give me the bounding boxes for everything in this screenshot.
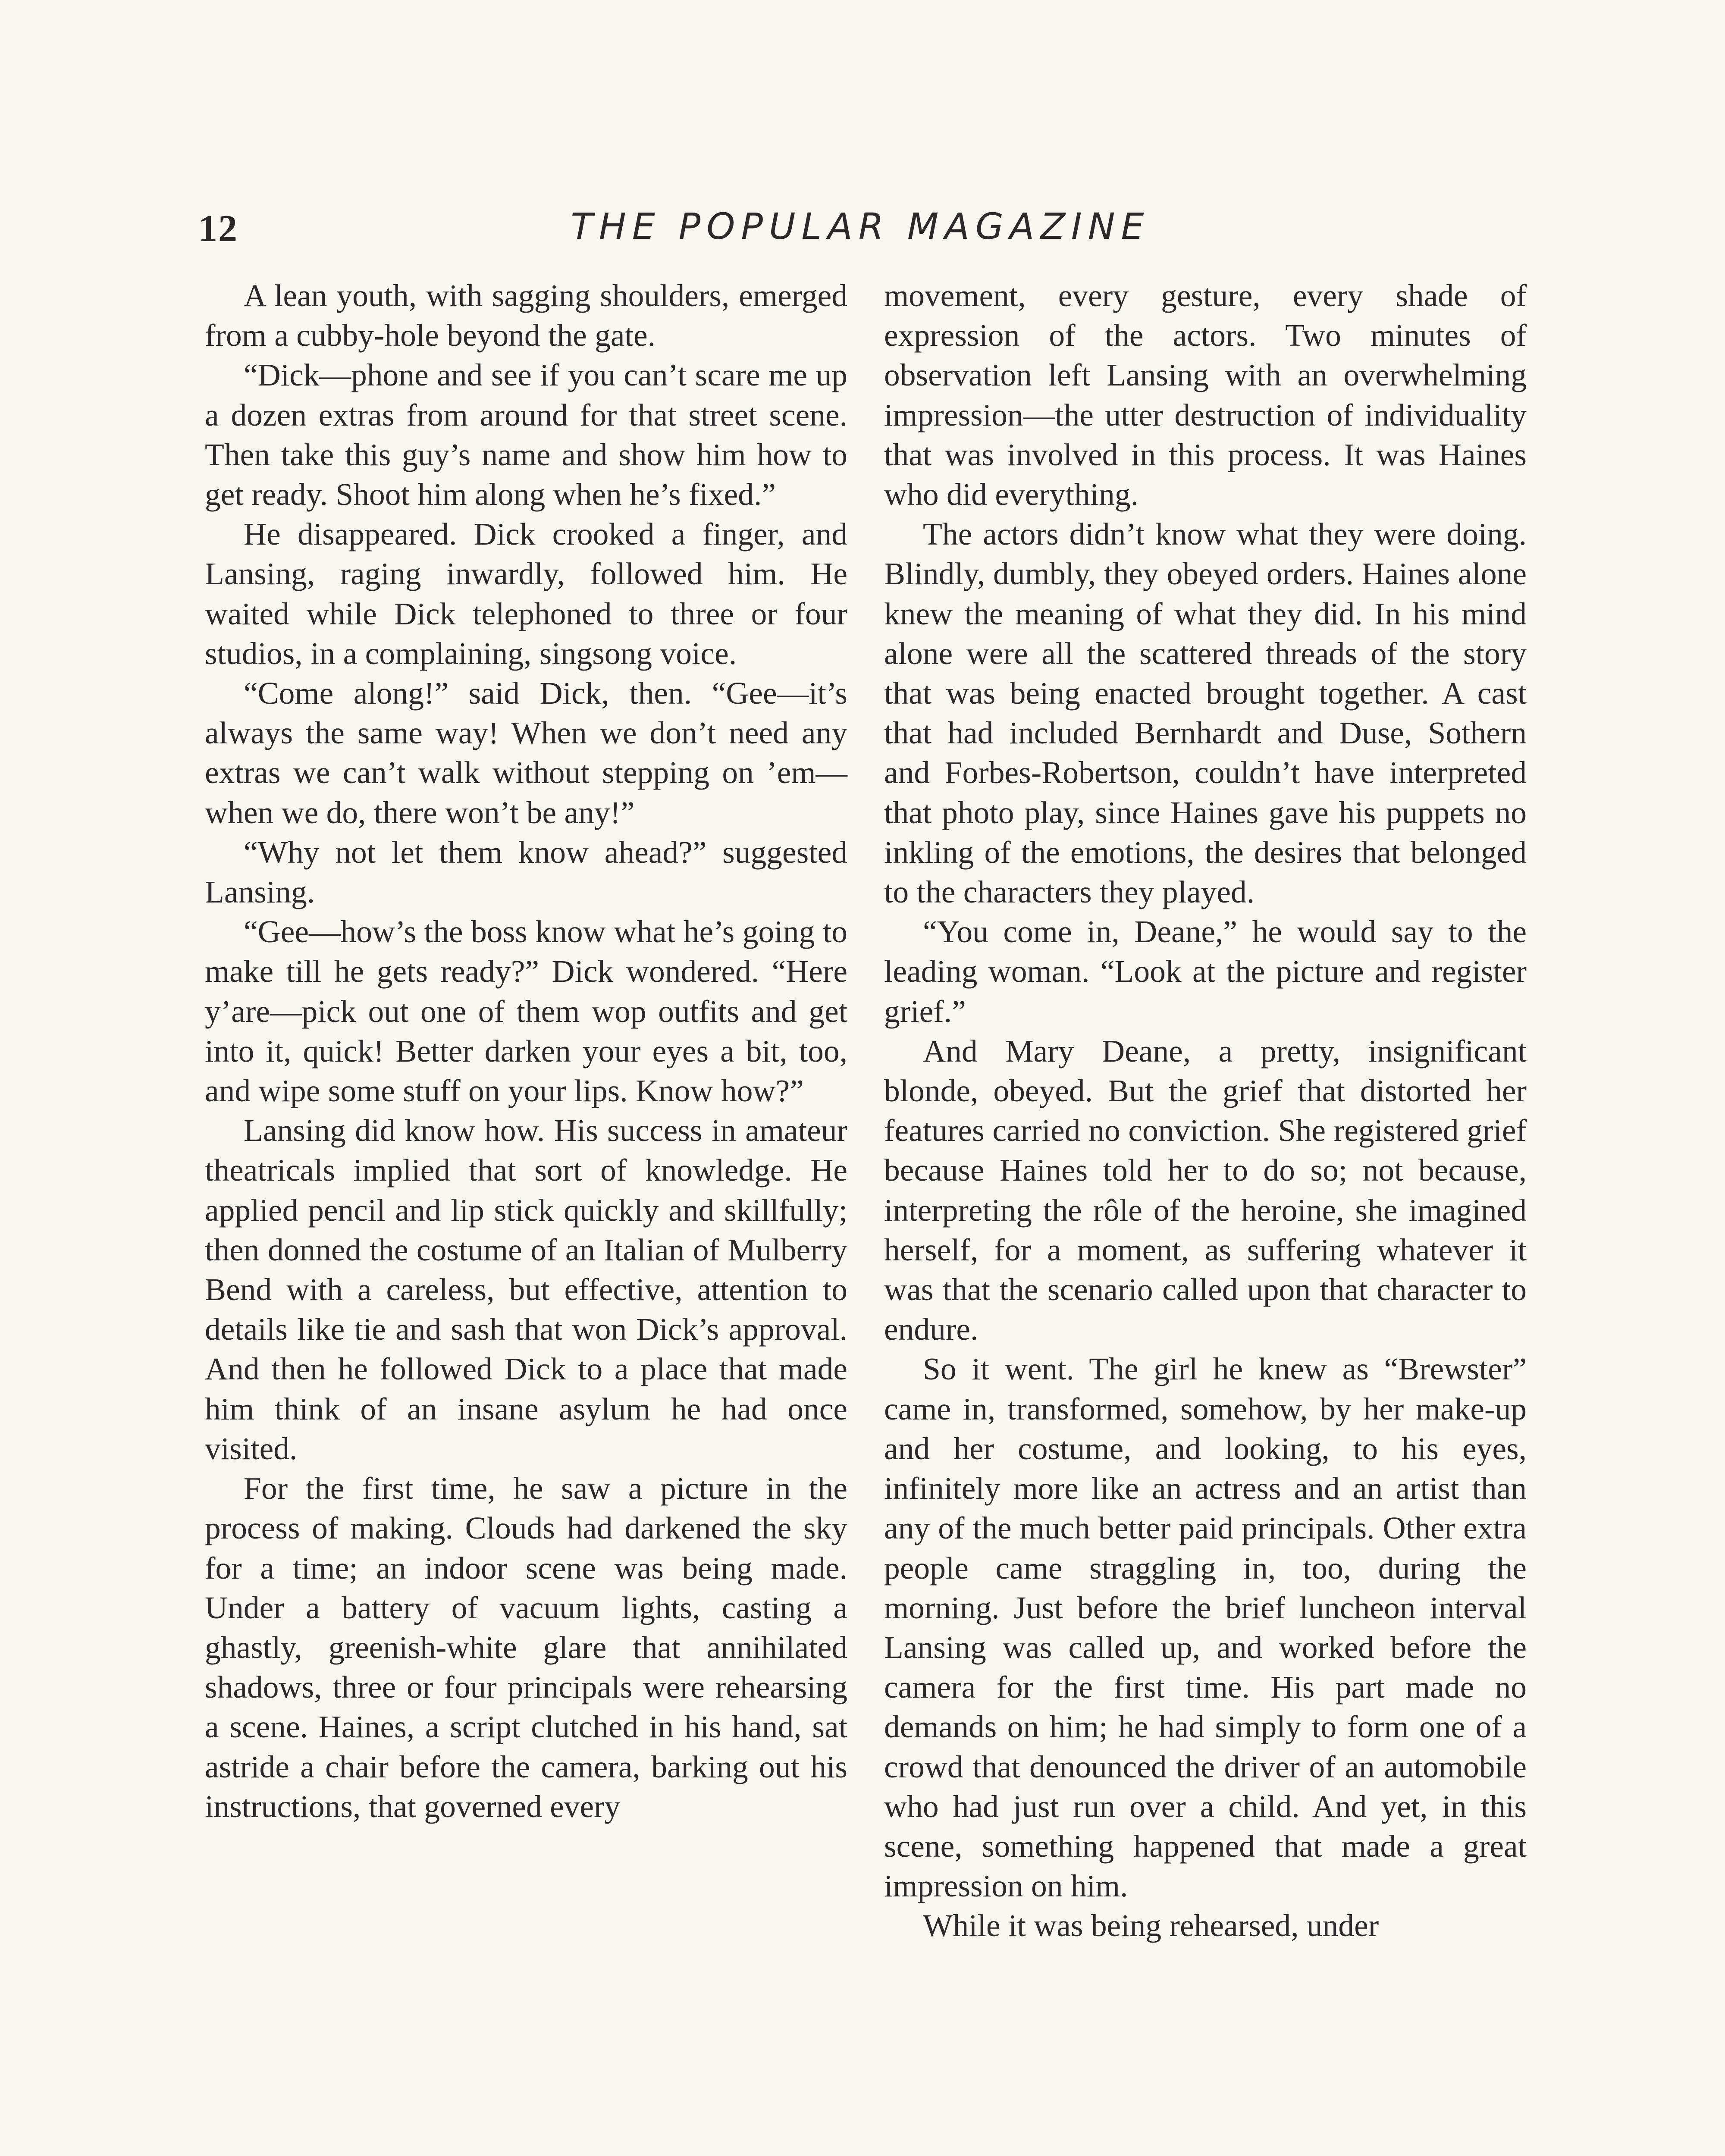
paragraph: While it was being rehearsed, under xyxy=(923,1908,1379,1943)
paragraph: “Dick—phone and see if you can’t scare me up a dozen extras from around for that street scene. Then take this guy’s name and show him how to get ready. Shoot him along when he’s fixed.” xyxy=(205,357,847,512)
paragraph: And Mary Deane, a pretty, insignificant blonde, obeyed. But the grief that distorted her features carried no conviction. She registered grief because Haines told her to do so; not because, interpreting the rôle of the heroine, she imagined herself, for a moment, as suffering whatever it was that the scenario called upon that character to endure. xyxy=(884,1033,1527,1347)
paragraph: The actors didn’t know what they were doing. Blindly, dumbly, they obeyed orders. Haines alone knew the meaning of what they did. In his mind alone were all the scattered threads of the story that was being enacted brought together. A cast that had included Bernhardt and Duse, Sothern and Forbes-Robertson, couldn’t have interpreted that photo play, since Haines gave his puppets no inkling of the emotions, the desires that belonged to the characters they played. xyxy=(884,517,1527,910)
paragraph-continued: movement, every gesture, every shade of expression of the actors. Two minutes of observation left Lansing with an overwhelming impression—the utter destruction of individuality that was involved in this process. It was Haines who did everything. xyxy=(884,278,1527,512)
paragraph: “Come along!” said Dick, then. “Gee—it’s always the same way! When we don’t need any extras we can’t walk without stepping on ’em—when we do, there won’t be any!” xyxy=(205,676,847,830)
left-column xyxy=(205,276,847,1827)
paragraph: A lean youth, with sagging shoulders, emerged from a cubby-hole beyond the gate. xyxy=(205,278,847,353)
paragraph: “Why not let them know ahead?” suggested Lansing. xyxy=(205,834,847,910)
paragraph: For the first time, he saw a picture in the process of making. Clouds had darkened the sky for a time; an indoor scene was being made. Under a battery of vacuum lights, casting a ghastly, greenish-white glare that annihilated shadows, three or four principals were rehearsing a scene. Haines, a script clutched in his hand, sat astride a chair before the camera, barking out his instructions, that governed every xyxy=(205,1471,847,1824)
paragraph: “Gee—how’s the boss know what he’s going to make till he gets ready?” Dick wondered. “Here y’are—pick out one of them wop outfits and get into it, quick! Better darken your eyes a bit, too, and wipe some stuff on your lips. Know how?” xyxy=(205,914,847,1109)
right-column xyxy=(884,276,1527,1946)
page-number: 12 xyxy=(198,208,238,250)
running-head: THE POPULAR MAGAZINE xyxy=(571,205,1150,248)
page-header xyxy=(198,207,1522,267)
paragraph: He disappeared. Dick crooked a finger, and Lansing, raging inwardly, followed him. He waited while Dick telephoned to three or four studios, in a complaining, singsong voice. xyxy=(205,517,847,671)
paragraph: So it went. The girl he knew as “Brewster” came in, transformed, somehow, by her make-up and her costume, and looking, to his eyes, infinitely more like an actress and an artist than any of the much better paid principals. Other extra people came straggling in, too, during the morning. Just before the brief luncheon interval Lansing was called up, and worked before the camera for the first time. His part made no demands on him; he had simply to form one of a crowd that denounced the driver of an automobile who had just run over a child. And yet, in this scene, something happened that made a great impression on him. xyxy=(884,1351,1527,1904)
paragraph: “You come in, Deane,” he would say to the leading woman. “Look at the picture and register grief.” xyxy=(884,914,1527,1029)
paragraph: Lansing did know how. His success in amateur theatricals implied that sort of knowledge. He applied pencil and lip stick quickly and skillfully; then donned the costume of an Italian of Mulberry Bend with a careless, but effective, attention to details like tie and sash that won Dick’s approval. And then he followed Dick to a place that made him think of an insane asylum he had once visited. xyxy=(205,1113,847,1466)
